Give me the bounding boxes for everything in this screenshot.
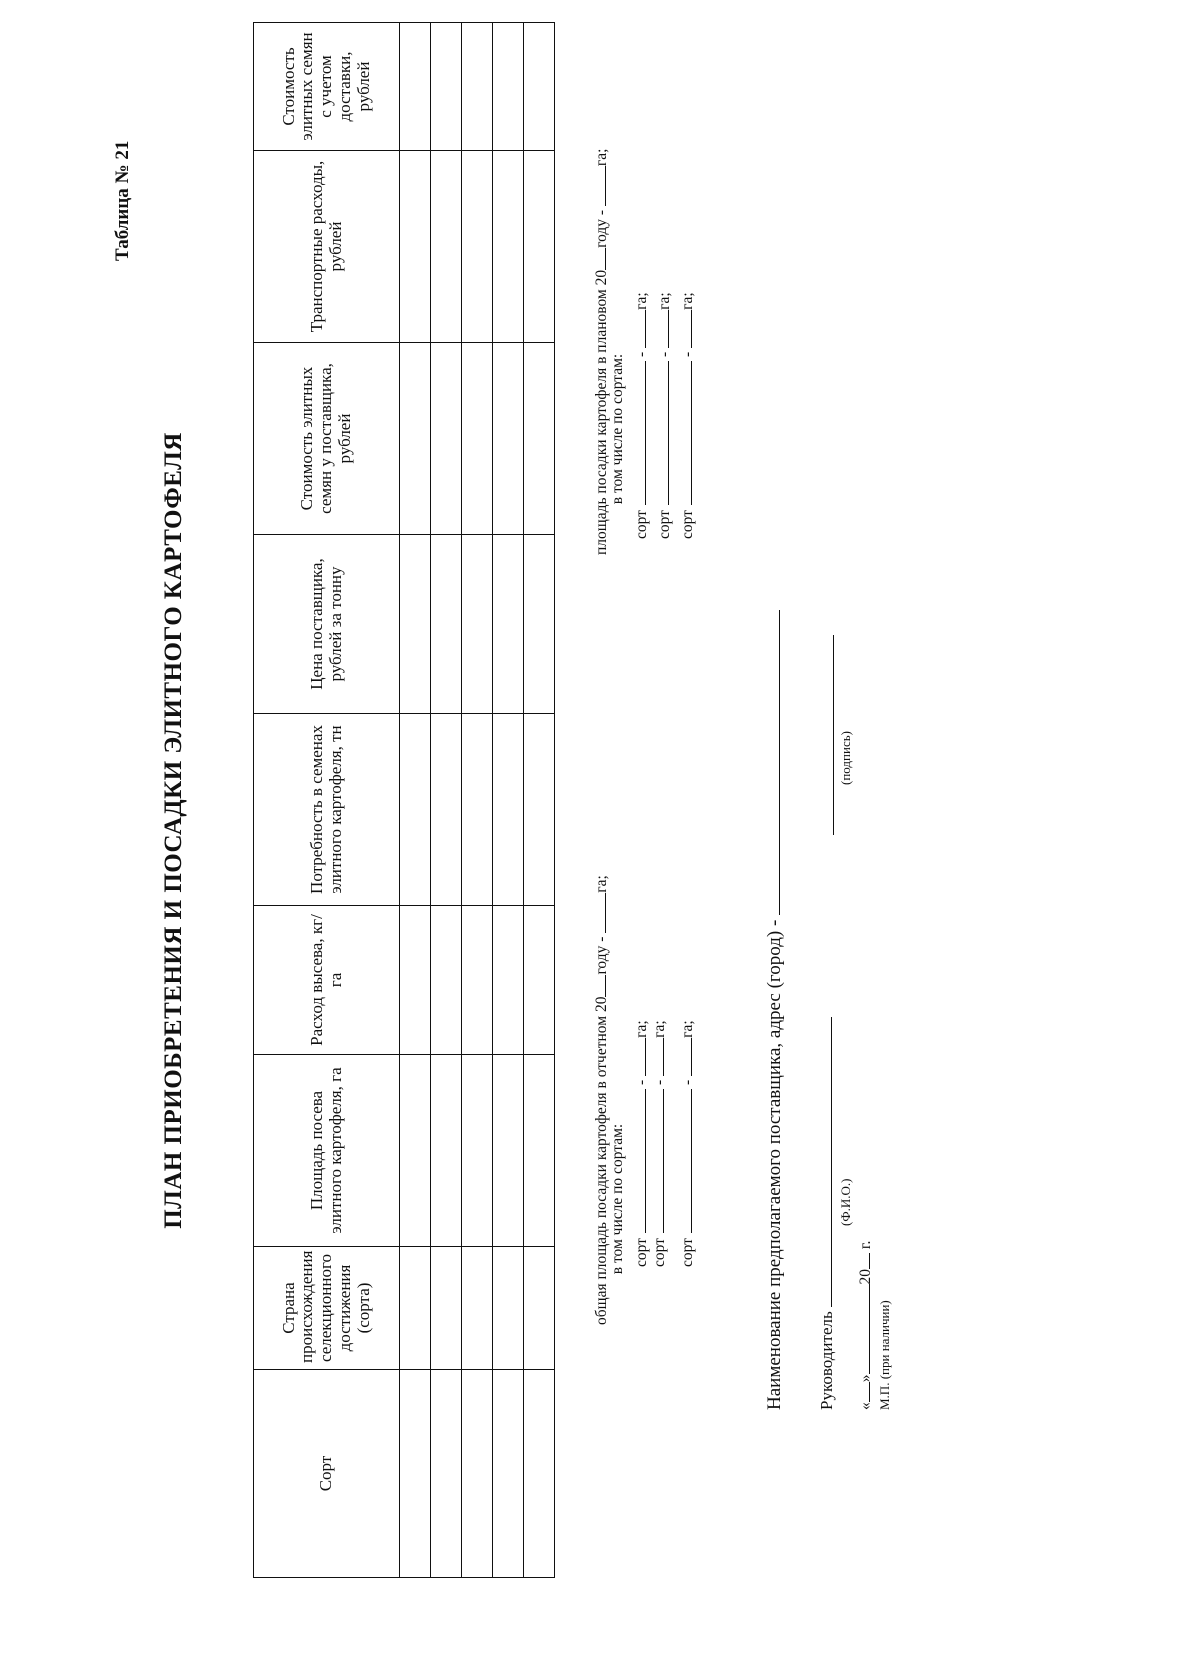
table-cell[interactable] xyxy=(493,714,524,906)
fio-caption: (Ф.И.О.) xyxy=(838,1178,853,1226)
table-cell[interactable] xyxy=(400,23,431,151)
column-header: Потребность в семенах элитного картофеля, тн xyxy=(254,714,400,906)
table-cell[interactable] xyxy=(493,1370,524,1578)
report-area-line: общая площадь посадки картофеля в отчетном 20году - га; xyxy=(593,875,610,1325)
column-header: Расход высева, кг/га xyxy=(254,906,400,1055)
report-area-block xyxy=(592,875,697,1325)
table-cell[interactable] xyxy=(400,151,431,343)
table-cell[interactable] xyxy=(431,1247,462,1370)
table-row xyxy=(462,23,493,1578)
column-header: Стоимость элитных семян с учетом доставки, рублей xyxy=(254,23,400,151)
plan-area-line: площадь посадки картофеля в плановом 20году - га; xyxy=(593,148,610,555)
table-cell[interactable] xyxy=(400,1055,431,1247)
table-cell[interactable] xyxy=(524,1055,555,1247)
report-sort-row: сорт-га; xyxy=(650,1020,668,1267)
table-cell[interactable] xyxy=(524,343,555,535)
table-header-row xyxy=(254,23,400,1578)
table-cell[interactable] xyxy=(431,23,462,151)
table-cell[interactable] xyxy=(493,906,524,1055)
column-header: Сорт xyxy=(254,1370,400,1578)
table-cell[interactable] xyxy=(431,151,462,343)
table-cell[interactable] xyxy=(431,714,462,906)
signature-blank xyxy=(833,635,834,835)
supplier-blank xyxy=(766,610,780,915)
table-cell[interactable] xyxy=(431,535,462,714)
table-cell[interactable] xyxy=(524,1247,555,1370)
table-row xyxy=(493,23,524,1578)
plan-sort-row: сорт-га; xyxy=(679,292,697,539)
column-header: Площадь посева элитного картофеля, га xyxy=(254,1055,400,1247)
table-cell[interactable] xyxy=(400,1370,431,1578)
table-cell[interactable] xyxy=(400,343,431,535)
table-cell[interactable] xyxy=(462,535,493,714)
date-line: «»20 г. xyxy=(857,1240,874,1410)
column-header: Страна происхождения селекционного достижения (сорта) xyxy=(254,1247,400,1370)
table-cell[interactable] xyxy=(524,151,555,343)
table-number: Таблица № 21 xyxy=(112,140,133,261)
table-cell[interactable] xyxy=(431,343,462,535)
table-cell[interactable] xyxy=(493,343,524,535)
table-cell[interactable] xyxy=(431,906,462,1055)
table-row xyxy=(524,23,555,1578)
plan-area-subtitle: в том числе по сортам: xyxy=(609,353,627,505)
table-cell[interactable] xyxy=(462,906,493,1055)
plan-table xyxy=(253,22,555,1578)
table-cell[interactable] xyxy=(462,714,493,906)
head-label: Руководитель xyxy=(817,1311,836,1410)
report-sort-row: сорт-га; xyxy=(679,1020,697,1267)
report-sort-row: сорт-га; xyxy=(632,1020,650,1267)
table-cell[interactable] xyxy=(524,906,555,1055)
report-area-subtitle: в том числе по сортам: xyxy=(609,1123,627,1275)
plan-sort-row: сорт-га; xyxy=(632,292,650,539)
table-cell[interactable] xyxy=(431,1055,462,1247)
table-cell[interactable] xyxy=(493,1247,524,1370)
plan-sort-row: сорт-га; xyxy=(655,292,673,539)
table-cell[interactable] xyxy=(431,1370,462,1578)
column-header: Цена поставщика, рублей за тонну xyxy=(254,535,400,714)
table-cell[interactable] xyxy=(400,714,431,906)
table-cell[interactable] xyxy=(400,535,431,714)
table-cell[interactable] xyxy=(524,714,555,906)
table-cell[interactable] xyxy=(462,1370,493,1578)
column-header: Транспортные расходы, рублей xyxy=(254,151,400,343)
stamp-note: М.П. (при наличии) xyxy=(877,1300,892,1410)
table-cell[interactable] xyxy=(493,151,524,343)
table-cell[interactable] xyxy=(493,23,524,151)
table-cell[interactable] xyxy=(524,23,555,151)
table-cell[interactable] xyxy=(524,1370,555,1578)
table-cell[interactable] xyxy=(493,1055,524,1247)
table-row xyxy=(400,23,431,1578)
table-cell[interactable] xyxy=(462,151,493,343)
supplier-label: Наименование предполагаемого поставщика, адрес (город) - xyxy=(764,919,785,1410)
table-row xyxy=(431,23,462,1578)
table-cell[interactable] xyxy=(524,535,555,714)
page-title: ПЛАН ПРИОБРЕТЕНИЯ И ПОСАДКИ ЭЛИТНОГО КАРТОФЕЛЯ xyxy=(160,432,187,1229)
signature-caption: (подпись) xyxy=(838,731,853,785)
head-line xyxy=(817,1017,837,1410)
column-header: Стоимость элитных семян у поставщика, рублей xyxy=(254,343,400,535)
table-cell[interactable] xyxy=(493,535,524,714)
head-fio-blank xyxy=(818,1017,832,1307)
table-cell[interactable] xyxy=(462,23,493,151)
table-cell[interactable] xyxy=(462,1055,493,1247)
table-cell[interactable] xyxy=(400,906,431,1055)
table-cell[interactable] xyxy=(462,1247,493,1370)
table-cell[interactable] xyxy=(462,343,493,535)
plan-area-block xyxy=(592,148,697,555)
supplier-line xyxy=(764,610,786,1410)
table-cell[interactable] xyxy=(400,1247,431,1370)
